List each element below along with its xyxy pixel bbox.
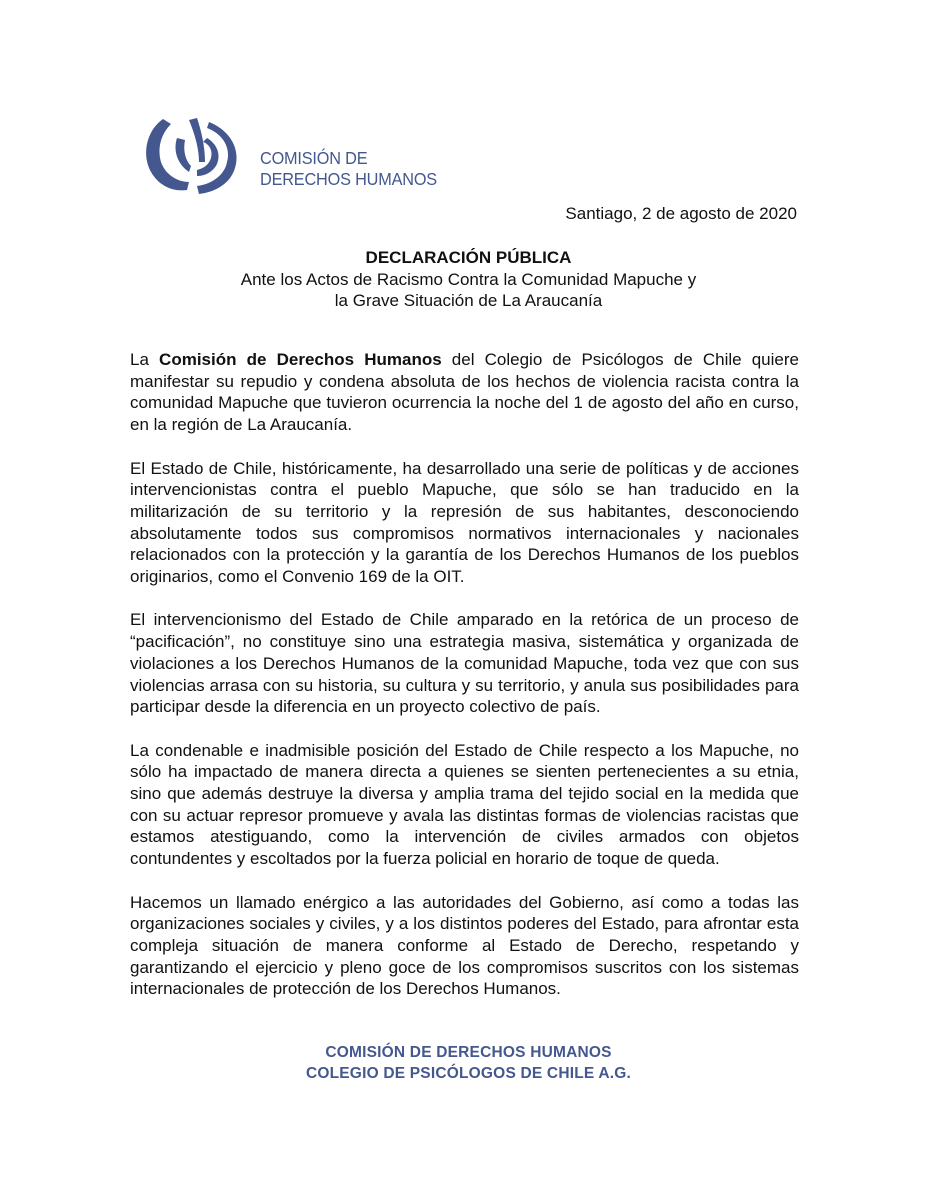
paragraph-4: La condenable e inadmisible posición del Estado de Chile respecto a los Mapuche, no sólo ha impactado de manera directa a quienes se sienten pertenecientes a su etnia, sino que además destruye la diversa y amplia trama del tejido social en la medida que con su actuar represor promueve y avala las distintas formas de violencias racistas que estamos atestiguando, como la intervención de civiles armados con objetos contundentes y escoltados por la fuerza policial en horario de toque de queda. (130, 740, 799, 869)
paragraph-1-rest: del Colegio de Psicólogos de Chile quiere manifestar su repudio y condena absoluta de los hechos de violencia racista contra la comunidad Mapuche que tuvieron ocurrencia la noche del 1 de agosto del año en curso, en la región de La Araucanía. (130, 350, 799, 435)
logo-line-2: DERECHOS HUMANOS (260, 169, 437, 189)
declaration-subtitle-line-2: la Grave Situación de La Araucanía (334, 291, 603, 310)
paragraph-1 (130, 349, 799, 436)
declaration-subtitle-line-1: Ante los Actos de Racismo Contra la Comunidad Mapuche y (240, 269, 697, 289)
declaration-title: DECLARACIÓN PÚBLICA (365, 248, 572, 267)
document-date: Santiago, 2 de agosto de 2020 (565, 204, 797, 223)
paragraph-3: El intervencionismo del Estado de Chile amparado en la retórica de un proceso de “pacificación”, no constituye sino una estrategia masiva, sistemática y organizada de violaciones a los Derechos Humanos de la comunidad Mapuche, toda vez que con sus violencias arrasa con su historia, su cultura y su territorio, y anula sus posibilidades para participar desde la diferencia en un proyecto colectivo de país. (130, 610, 799, 717)
paragraph-1-bold: Comisión de Derechos Humanos (159, 350, 442, 369)
paragraph-1-lead: La (130, 350, 160, 369)
paragraph-2: El Estado de Chile, históricamente, ha desarrollado una serie de políticas y de acciones intervencionistas contra el pueblo Mapuche, que sólo se han traducido en la militarización de su territorio y la represión de sus habitantes, desconociendo absolutamente todos sus compromisos normativos internacionales y nacionales relacionados con la protección y la garantía de los Derechos Humanos de los pueblos originarios, como el Convenio 169 de la OIT. (130, 458, 799, 587)
paragraph-5: Hacemos un llamado enérgico a las autoridades del Gobierno, así como a todas las organizaciones sociales y civiles, y a los distintos poderes del Estado, para afrontar esta compleja situación de manera conforme al Estado de Derecho, respetando y garantizando el ejercicio y pleno goce de los compromisos suscritos con los sistemas internacionales de protección de los Derechos Humanos. (130, 892, 799, 999)
psi-logo-icon (143, 116, 247, 196)
commission-logo (143, 116, 443, 196)
signature-line-1: COMISIÓN DE DERECHOS HUMANOS (325, 1044, 612, 1061)
signature-block (0, 1043, 927, 1084)
logo-line-1: COMISIÓN DE (260, 148, 368, 168)
signature-line-2: COLEGIO DE PSICÓLOGOS DE CHILE A.G. (305, 1064, 632, 1082)
declaration-heading (0, 247, 927, 312)
declaration-body (130, 349, 799, 1022)
